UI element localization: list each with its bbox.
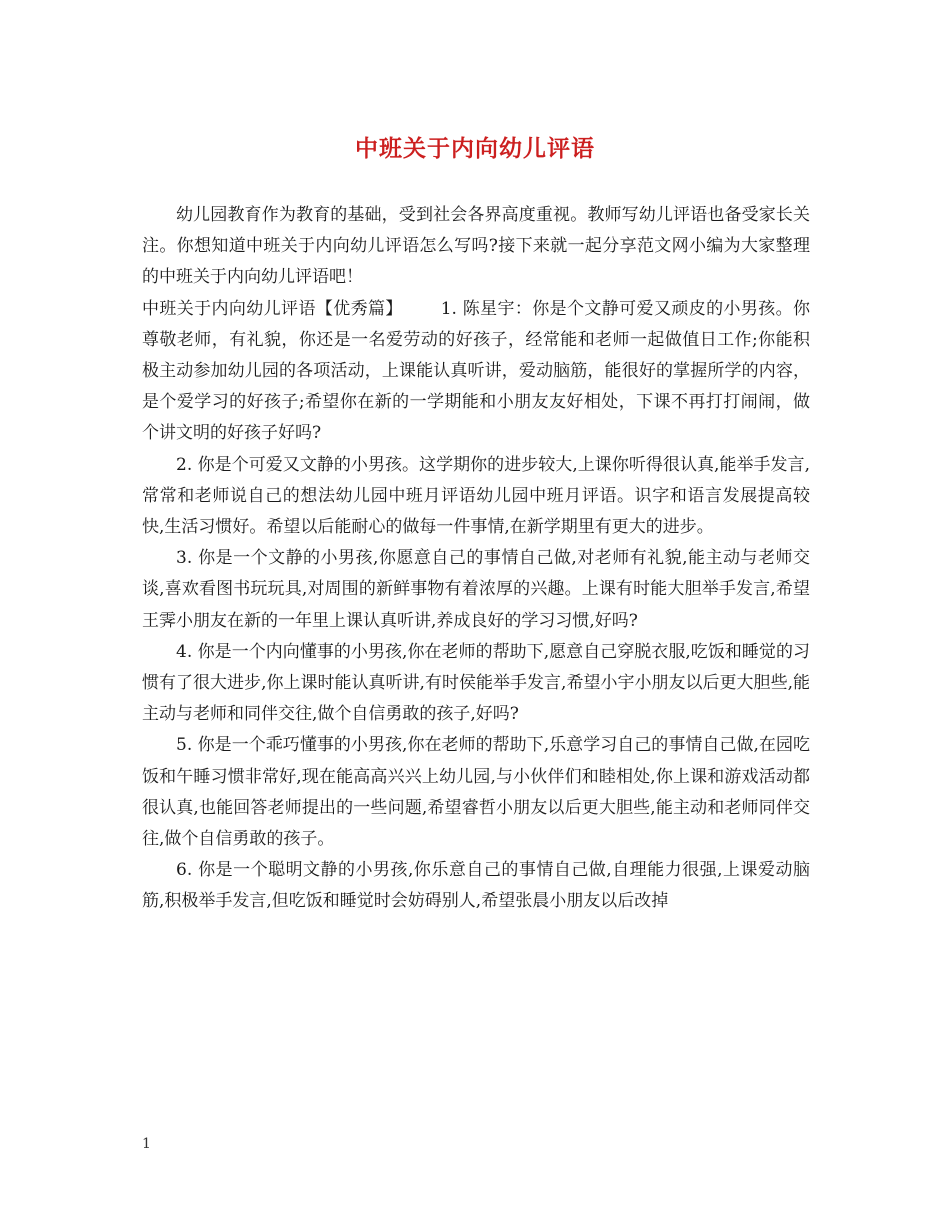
comment-item-3: 3. 你是一个文静的小男孩,你愿意自己的事情自己做,对老师有礼貌,能主动与老师交谈,喜欢看图书玩玩具,对周围的新鲜事物有着浓厚的兴趣。上课有时能大胆举手发言,希望王霁小朋友在新的一年里上课认真听讲,养成良好的学习习惯,好吗? (142, 548, 810, 631)
document-body (142, 200, 810, 918)
comment-item-2: 2. 你是个可爱又文静的小男孩。这学期你的进步较大,上课你听得很认真,能举手发言,常常和老师说自己的想法幼儿园中班月评语幼儿园中班月评语。识字和语言发展提高较快,生活习惯好。希望以后能耐心的做每一件事情,在新学期里有更大的进步。 (142, 454, 810, 538)
section-paragraph (142, 294, 810, 450)
comment-item-1: 1. 陈星宇：你是个文静可爱又顽皮的小男孩。你尊敬老师，有礼貌，你还是一名爱劳动的好孩子，经常能和老师一起做值日工作;你能积极主动参加幼儿园的各项活动，上课能认真听讲，爱动脑筋，能很好的掌握所学的内容，是个爱学习的好孩子;希望你在新的一学期能和小朋友友好相处，下课不再打打闹闹，做个讲文明的好孩子好吗? (142, 298, 810, 444)
comment-item-5: 5. 你是一个乖巧懂事的小男孩,你在老师的帮助下,乐意学习自己的事情自己做,在园吃饭和午睡习惯非常好,现在能高高兴兴上幼儿园,与小伙伴们和睦相处,你上课和游戏活动都很认真,也能回答老师提出的一些问题,希望睿哲小朋友以后更大胆些,能主动和老师同伴交往,做个自信勇敢的孩子。 (142, 735, 810, 850)
page-number: 1 (142, 1136, 151, 1152)
comment-item-6: 6. 你是一个聪明文静的小男孩,你乐意自己的事情自己做,自理能力很强,上课爱动脑筋,积极举手发言,但吃饭和睡觉时会妨碍别人,希望张晨小朋友以后改掉 (142, 860, 810, 912)
comment-item-4: 4. 你是一个内向懂事的小男孩,你在老师的帮助下,愿意自己穿脱衣服,吃饭和睡觉的习惯有了很大进步,你上课时能认真听讲,有时侯能举手发言,希望小宇小朋友以后更大胆些,能主动与老师和同伴交往,做个自信勇敢的孩子,好吗? (142, 641, 810, 725)
intro-paragraph: 幼儿园教育作为教育的基础，受到社会各界高度重视。教师写幼儿评语也备受家长关注。你想知道中班关于内向幼儿评语怎么写吗?接下来就一起分享范文网小编为大家整理的中班关于内向幼儿评语吧！ (142, 205, 810, 288)
document-title: 中班关于内向幼儿评语 (355, 135, 595, 162)
section-heading: 中班关于内向幼儿评语【优秀篇】 (142, 298, 403, 319)
